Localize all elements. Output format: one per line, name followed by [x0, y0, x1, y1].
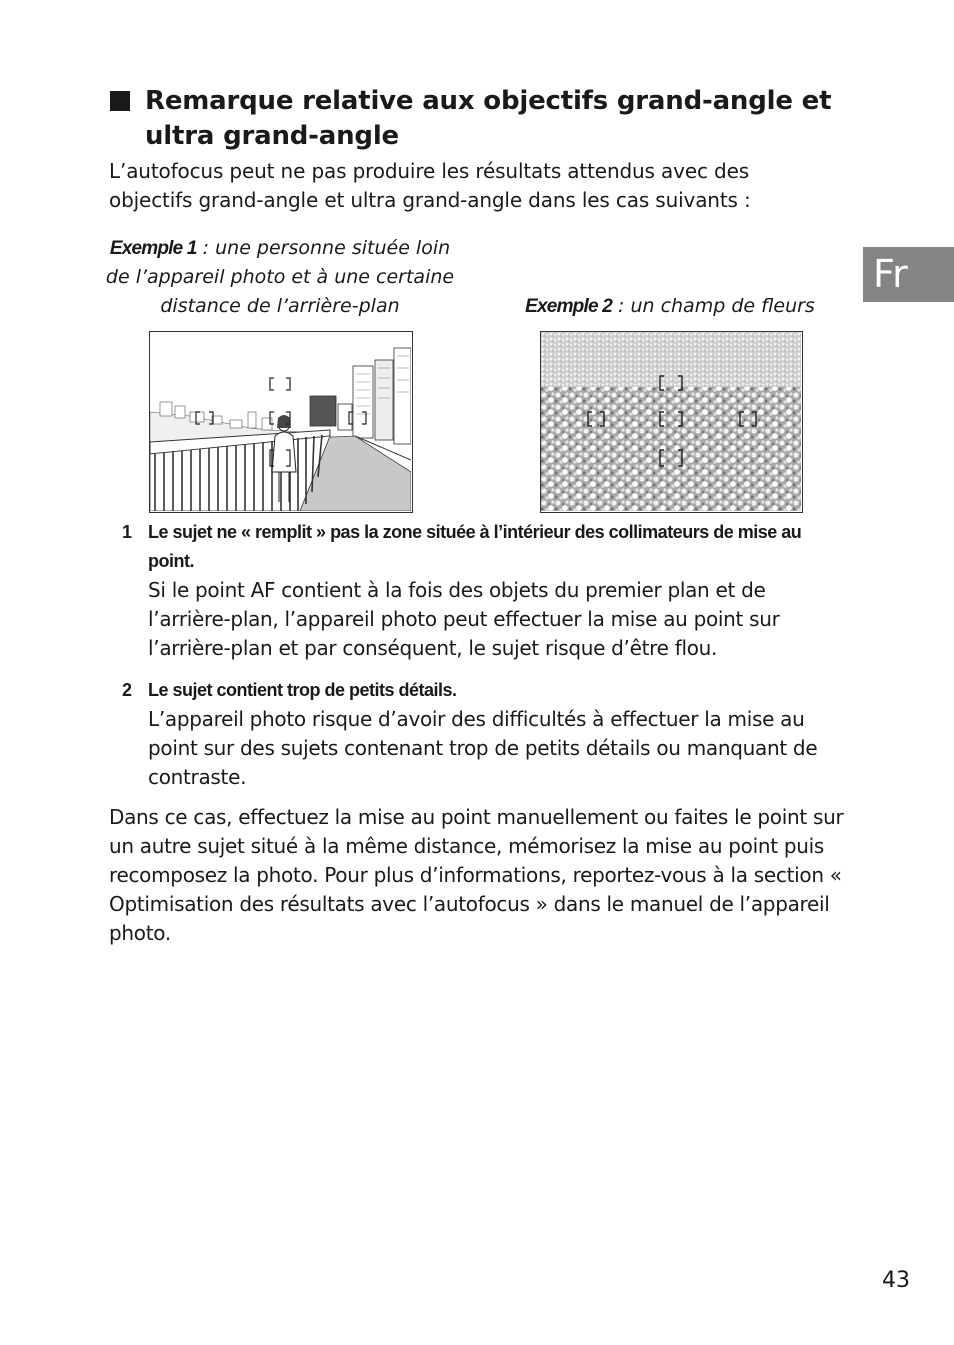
city-bridge-person-illustration: [149, 331, 413, 513]
list-item-title: Le sujet contient trop de petits détails.: [148, 680, 457, 700]
section-heading: [110, 84, 850, 154]
list-item-body: L’appareil photo risque d’avoir des difficultés à effectuer la mise au point sur des sujets contenant trop de petits détails ou manquant de contraste.: [148, 707, 818, 789]
closing-paragraph: Dans ce cas, effectuez la mise au point manuellement ou faites le point sur un autre sujet situé à la même distance, mémorisez la mise au point puis recomposez la photo. Pour plus d’informations, reportez-vous à la section « Optimisation des résultats avec l’autofocus » dans le manuel de l’appareil photo.: [109, 805, 844, 945]
list-item-title: Le sujet ne « remplit » pas la zone située à l’intérieur des collimateurs de mise au point.: [148, 522, 802, 571]
list-item-body: Si le point AF contient à la fois des objets du premier plan et de l’arrière-plan, l’appareil photo peut effectuer la mise au point sur l’arrière-plan et par conséquent, le sujet risque d’être flou.: [148, 578, 780, 660]
example-2-label: Exemple 2: [525, 296, 612, 317]
example-1-text: : une personne située loin de l’appareil photo et à une certaine distance de l’arrière-plan: [105, 237, 455, 317]
example-1-caption: [100, 234, 460, 321]
example-2-caption: [520, 292, 820, 321]
page-number: 43: [882, 1268, 910, 1293]
language-tab: Fr: [863, 247, 954, 302]
list-item: [109, 676, 849, 792]
flower-field-illustration: [540, 331, 803, 513]
list-item-number: 1: [122, 522, 133, 542]
list-item: [109, 518, 849, 663]
square-bullet-icon: [110, 91, 130, 111]
example-2-text: : un champ de fleurs: [611, 295, 815, 317]
list-item-number: 2: [122, 680, 133, 700]
intro-paragraph: L’autofocus peut ne pas produire les résultats attendus avec des objectifs grand-angle et ultra grand-angle dans les cas suivants :: [109, 159, 751, 212]
example-1-label: Exemple 1: [109, 238, 197, 259]
section-heading-text: Remarque relative aux objectifs grand-angle et ultra grand-angle: [145, 86, 832, 151]
